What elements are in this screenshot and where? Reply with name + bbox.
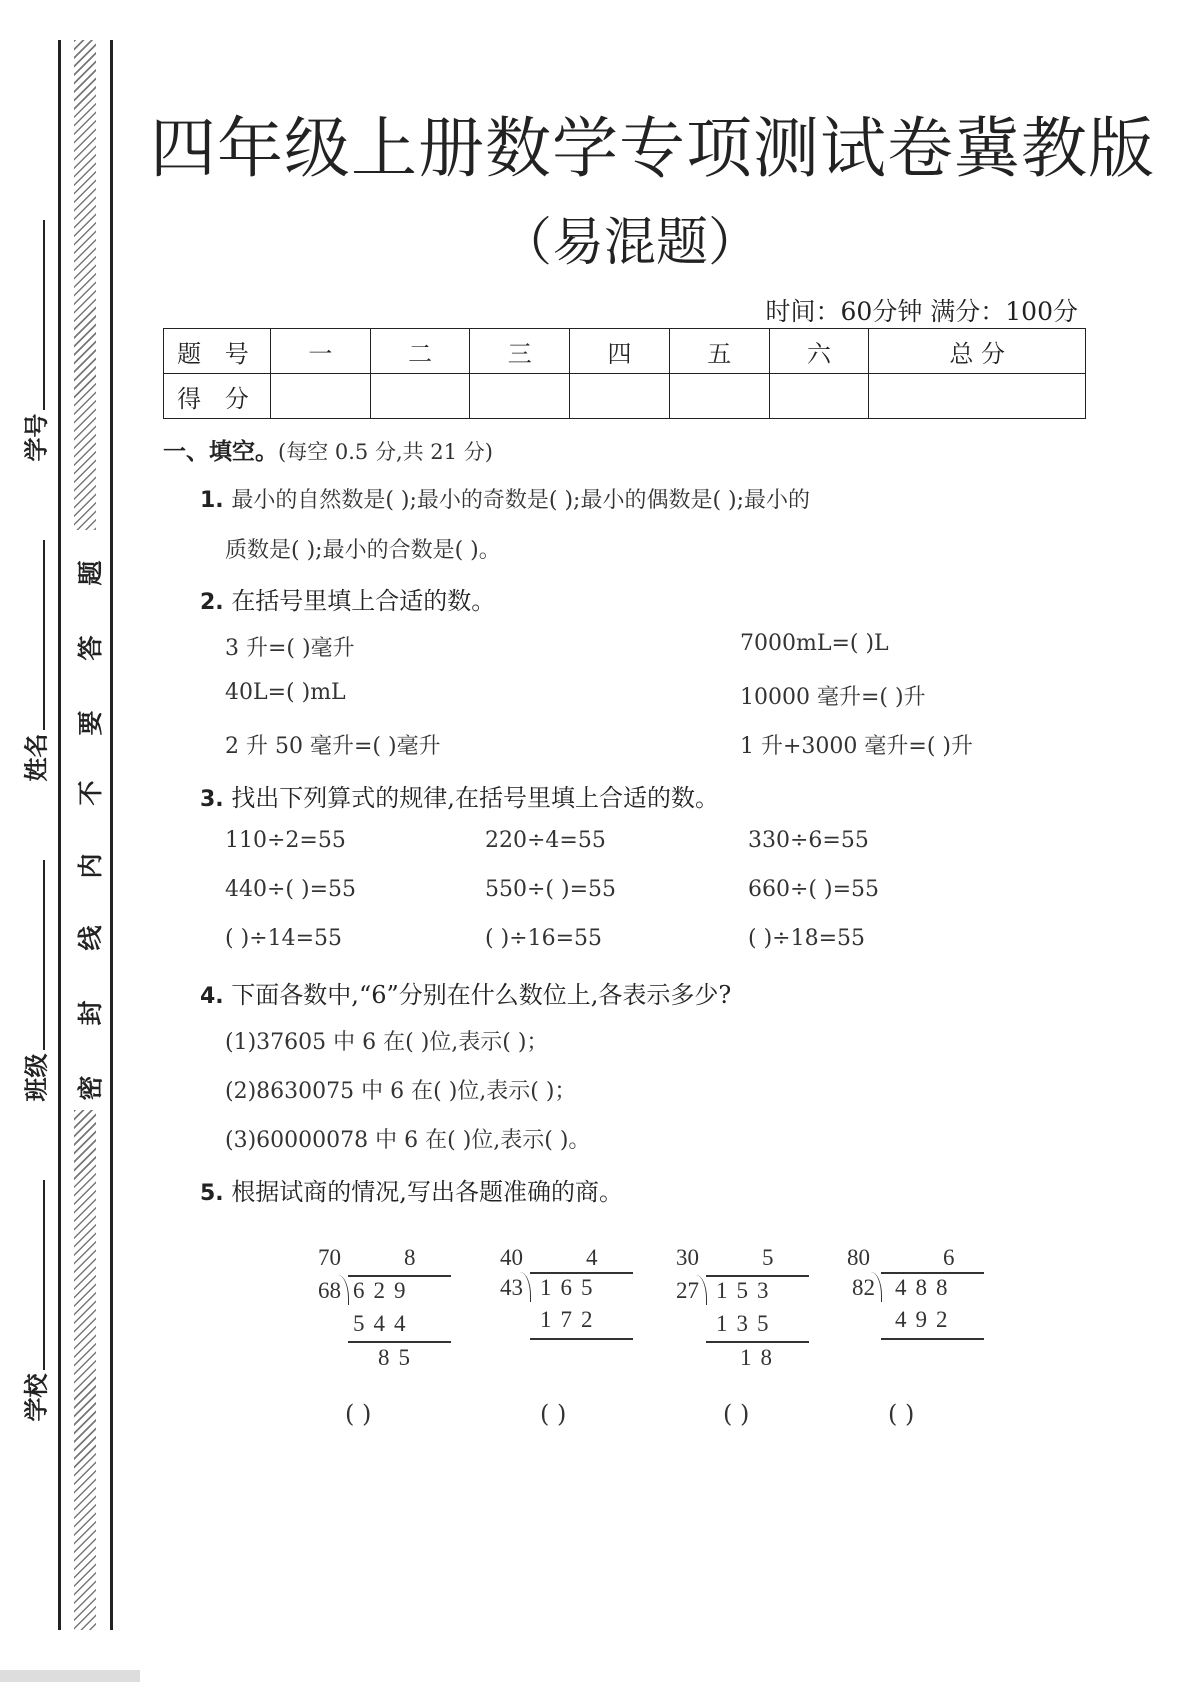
q2-left-item: 40L=( )mL xyxy=(225,680,346,705)
product: 544 xyxy=(353,1311,415,1336)
answer-blank[interactable]: ( ) xyxy=(540,1400,567,1428)
score-row-label: 得 分 xyxy=(164,374,271,419)
long-division-1 xyxy=(318,1245,438,1375)
score-header-cell: 五 xyxy=(669,329,769,374)
question-2-text: 在括号里填上合适的数。 xyxy=(231,587,496,615)
division-bar xyxy=(881,1272,984,1274)
score-cell[interactable] xyxy=(370,374,470,419)
binding-notice-char: 密 xyxy=(76,1075,105,1101)
remainder: 85 xyxy=(378,1345,419,1370)
binding-label-id: 学号 xyxy=(21,413,51,462)
binding-label-school: 学校 xyxy=(21,1373,51,1422)
section-heading xyxy=(163,433,493,466)
q3-expression: 330÷6=55 xyxy=(748,828,869,853)
q3-expression: 110÷2=55 xyxy=(225,828,346,853)
dividend: 629 xyxy=(353,1278,415,1303)
question-number: 4. xyxy=(200,984,224,1009)
q3-expression: 220÷4=55 xyxy=(485,828,606,853)
blank-line-school xyxy=(43,1180,45,1370)
divisor: 82 xyxy=(852,1275,875,1300)
quotient-digit: 5 xyxy=(762,1245,783,1270)
long-division-4 xyxy=(847,1245,967,1375)
division-bracket xyxy=(338,1275,349,1305)
division-bracket xyxy=(696,1275,707,1305)
division-bar xyxy=(530,1272,633,1274)
subtraction-line xyxy=(881,1338,984,1340)
remainder: 18 xyxy=(740,1345,781,1370)
estimate-value: 30 xyxy=(676,1245,699,1270)
product: 135 xyxy=(716,1311,778,1336)
score-header-cell: 六 xyxy=(769,329,869,374)
question-number: 5. xyxy=(200,1181,224,1206)
score-table xyxy=(163,328,1086,419)
score-header-cell: 题 号 xyxy=(164,329,271,374)
estimate-value: 40 xyxy=(500,1245,523,1270)
dividend: 488 xyxy=(895,1275,957,1300)
subtraction-line xyxy=(706,1341,809,1343)
exam-meta: 时间：60分钟 满分：100分 xyxy=(765,297,1078,326)
answer-blank[interactable]: ( ) xyxy=(723,1400,750,1428)
dividend: 153 xyxy=(716,1278,778,1303)
division-bracket xyxy=(871,1272,882,1302)
question-4 xyxy=(200,975,731,1010)
binding-notice-char: 答 xyxy=(76,635,105,661)
q2-left-item: 3 升=( )毫升 xyxy=(225,636,355,661)
page-subtitle: （易混题） xyxy=(500,213,761,273)
binding-label-class: 班级 xyxy=(21,1053,51,1102)
divisor: 68 xyxy=(318,1278,341,1303)
q2-right-item: 7000mL=( )L xyxy=(740,631,889,656)
division-bracket xyxy=(520,1272,531,1302)
q3-expression: ( )÷16=55 xyxy=(485,926,603,951)
section-title: 一、填空。 xyxy=(163,438,278,465)
score-cell[interactable] xyxy=(570,374,670,419)
blank-line-id xyxy=(43,220,45,410)
quotient-digit: 6 xyxy=(943,1245,964,1270)
binding-notice-char: 要 xyxy=(76,710,105,736)
q3-expression: 660÷( )=55 xyxy=(748,877,880,902)
product: 172 xyxy=(540,1307,602,1332)
section-note: (每空 0.5 分,共 21 分) xyxy=(278,440,493,464)
dividend: 165 xyxy=(540,1275,602,1300)
score-cell[interactable] xyxy=(769,374,869,419)
score-header-cell: 三 xyxy=(470,329,570,374)
question-number: 1. xyxy=(200,488,224,513)
q3-expression: ( )÷14=55 xyxy=(225,926,343,951)
q4-item: (1)37605 中 6 在( )位,表示( )； xyxy=(225,1030,549,1055)
binding-notice-char: 不 xyxy=(76,780,105,806)
question-4-text: 下面各数中,“6”分别在什么数位上,各表示多少? xyxy=(231,981,732,1009)
division-bar xyxy=(706,1275,809,1277)
binding-notice-char: 内 xyxy=(76,853,105,879)
binding-notice-char: 封 xyxy=(76,1000,105,1026)
binding-notice-char: 题 xyxy=(76,560,105,586)
score-cell[interactable] xyxy=(470,374,570,419)
division-bar xyxy=(348,1275,451,1277)
question-1-line-2: 质数是( );最小的合数是( )。 xyxy=(225,538,501,563)
product: 492 xyxy=(895,1307,957,1332)
binding-line-left xyxy=(58,40,61,1630)
question-1-line-1: 最小的自然数是( );最小的奇数是( );最小的偶数是( );最小的 xyxy=(231,488,811,513)
binding-label-name: 姓名 xyxy=(21,733,51,782)
binding-notice-char: 线 xyxy=(76,925,105,951)
long-division-2 xyxy=(500,1245,620,1375)
q2-left-item: 2 升 50 毫升=( )毫升 xyxy=(225,734,441,759)
question-3 xyxy=(200,778,719,813)
score-table-header-row xyxy=(164,329,1086,374)
q2-right-item: 1 升+3000 毫升=( )升 xyxy=(740,734,973,759)
binding-hatch-bottom xyxy=(74,1110,96,1630)
score-cell[interactable] xyxy=(869,374,1086,419)
question-3-text: 找出下列算式的规律,在括号里填上合适的数。 xyxy=(231,784,719,812)
question-5 xyxy=(200,1172,623,1207)
score-cell[interactable] xyxy=(271,374,371,419)
question-2 xyxy=(200,581,495,616)
question-1 xyxy=(200,483,810,514)
q4-item: (3)60000078 中 6 在( )位,表示( )。 xyxy=(225,1128,591,1153)
binding-hatch-top xyxy=(74,40,96,530)
quotient-digit: 4 xyxy=(586,1245,607,1270)
question-number: 3. xyxy=(200,787,224,812)
score-table-score-row xyxy=(164,374,1086,419)
blank-line-class xyxy=(43,860,45,1050)
quotient-digit: 8 xyxy=(404,1245,425,1270)
binding-line-right xyxy=(110,40,113,1630)
score-cell[interactable] xyxy=(669,374,769,419)
long-division-3 xyxy=(676,1245,796,1375)
page-footer-bar xyxy=(0,1670,140,1682)
subtraction-line xyxy=(530,1338,633,1340)
estimate-value: 80 xyxy=(847,1245,870,1270)
subtraction-line xyxy=(348,1341,451,1343)
question-number: 2. xyxy=(200,590,224,615)
page-title: 四年级上册数学专项测试卷冀教版 xyxy=(150,110,1155,187)
question-5-text: 根据试商的情况,写出各题准确的商。 xyxy=(231,1178,623,1206)
estimate-value: 70 xyxy=(318,1245,341,1270)
q3-expression: 550÷( )=55 xyxy=(485,877,617,902)
q3-expression: 440÷( )=55 xyxy=(225,877,357,902)
score-header-cell: 总 分 xyxy=(869,329,1086,374)
score-header-cell: 二 xyxy=(370,329,470,374)
blank-line-name xyxy=(43,540,45,730)
answer-blank[interactable]: ( ) xyxy=(888,1400,915,1428)
q2-right-item: 10000 毫升=( )升 xyxy=(740,685,926,710)
score-header-cell: 一 xyxy=(271,329,371,374)
score-header-cell: 四 xyxy=(570,329,670,374)
answer-blank[interactable]: ( ) xyxy=(345,1400,372,1428)
q4-item: (2)8630075 中 6 在( )位,表示( )； xyxy=(225,1079,577,1104)
divisor: 43 xyxy=(500,1275,523,1300)
divisor: 27 xyxy=(676,1278,699,1303)
q3-expression: ( )÷18=55 xyxy=(748,926,866,951)
